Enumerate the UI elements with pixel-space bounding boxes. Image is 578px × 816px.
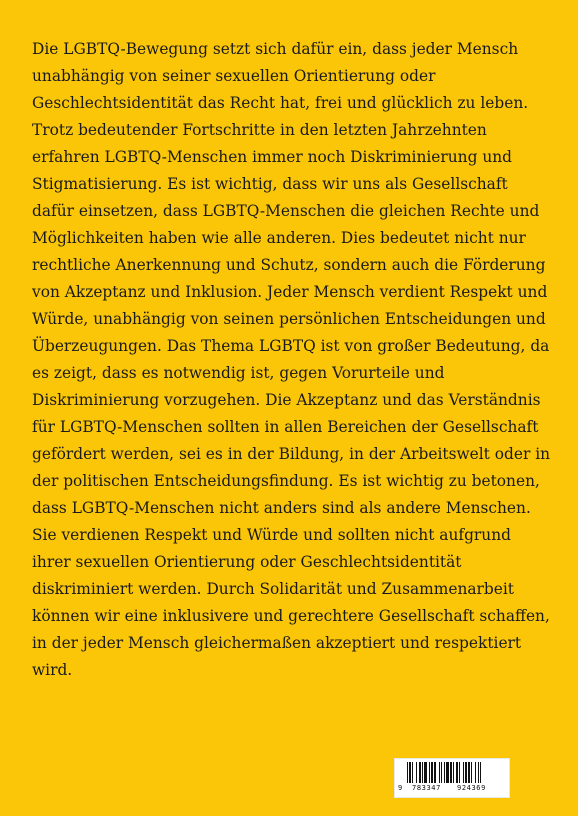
barcode-digits-right: 924369 bbox=[457, 784, 486, 792]
barcode-bar bbox=[480, 762, 481, 783]
barcode-digits-left: 783347 bbox=[412, 784, 441, 792]
barcode-bar bbox=[441, 762, 442, 783]
barcode-bar bbox=[407, 762, 408, 783]
barcode-bars bbox=[395, 759, 509, 785]
barcode-bar bbox=[459, 762, 460, 783]
barcode-bar bbox=[453, 762, 454, 783]
text-frame bbox=[32, 36, 552, 756]
barcode-bar bbox=[412, 762, 413, 783]
barcode-bar bbox=[416, 762, 417, 783]
barcode-number bbox=[395, 784, 509, 796]
barcode-bar bbox=[471, 762, 472, 783]
barcode-bar bbox=[478, 762, 479, 783]
barcode-bar bbox=[446, 762, 449, 783]
barcode-bar bbox=[465, 762, 467, 783]
barcode-bar bbox=[422, 762, 423, 783]
barcode-bar bbox=[439, 762, 440, 783]
barcode-bar bbox=[434, 762, 436, 783]
barcode-bar bbox=[431, 762, 433, 783]
isbn-barcode bbox=[394, 758, 510, 798]
body-paragraph: Die LGBTQ-Bewegung setzt sich dafür ein, dass jeder Mensch unabhängig von seiner sexuellen Orientierung oder Geschlechtsidentität das Recht hat, frei und glücklich zu leben. Trotz bedeutender Fortschritte in den letzten Jahrzehnten erfahren LGBTQ-Menschen immer noch Diskriminierung und Stigmatisierung. Es ist wichtig, dass wir uns als Gesellschaft dafür einsetzen, dass LGBTQ-Menschen die gleichen Rechte und Möglichkeiten haben wie alle anderen. Dies bedeutet nicht nur rechtliche Anerkennung und Schutz, sondern auch die Förderung von Akzeptanz und Inklusion. Jeder Mensch verdient Respekt und Würde, unabhängig von seinen persönlichen Entscheidungen und Überzeugungen. Das Thema LGBTQ ist von großer Bedeutung, da es zeigt, dass es notwendig ist, gegen Vorurteile und Diskriminierung vorzugehen. Die Akzeptanz und das Verständnis für LGBTQ-Menschen sollten in allen Bereichen der Gesellschaft gefördert werden, sei es in der Bildung, in der Arbeitswelt oder in der politischen Entscheidungsfindung. Es ist wichtig zu betonen, dass LGBTQ-Menschen nicht anders sind als andere Menschen. Sie verdienen Respekt und Würde und sollten nicht aufgrund ihrer sexuellen Orientierung oder Geschlechtsidentität diskriminiert werden. Durch Solidarität und Zusammenarbeit können wir eine inklusivere und gerechtere Gesellschaft schaffen, in der jeder Mensch gleichermaßen akzeptiert und respektiert wird. bbox=[32, 40, 551, 679]
barcode-bar bbox=[450, 762, 452, 783]
barcode-bar bbox=[409, 762, 411, 783]
barcode-bar bbox=[429, 762, 430, 783]
barcode-bar bbox=[424, 762, 427, 783]
barcode-bar bbox=[475, 762, 476, 783]
barcode-digit-lead: 9 bbox=[398, 784, 403, 792]
barcode-bar bbox=[463, 762, 464, 783]
barcode-bar bbox=[419, 762, 421, 783]
barcode-bar bbox=[456, 762, 458, 783]
barcode-bar bbox=[444, 762, 445, 783]
barcode-bar bbox=[468, 762, 470, 783]
